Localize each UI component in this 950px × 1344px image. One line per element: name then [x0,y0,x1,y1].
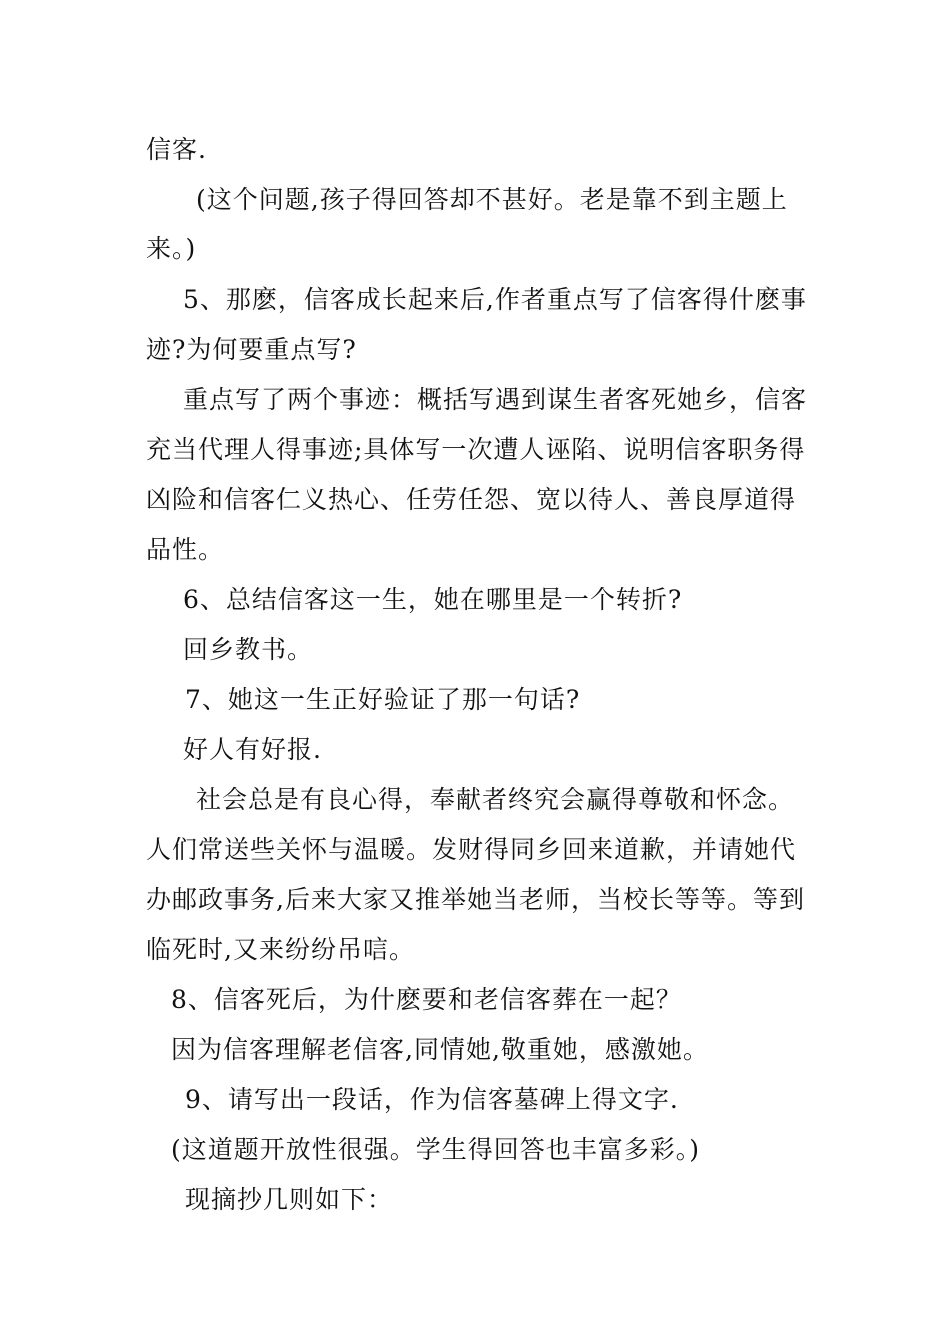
text-line-2: (这个问题,孩子得回答却不甚好。老是靠不到主题上 [196,185,788,214]
text-line-21: (这道题开放性很强。学生得回答也丰富多彩。) [171,1135,701,1164]
text-line-18: 8、信客死后，为什麽要和老信客葬在一起？ [171,985,682,1014]
text-line-17: 临死时,又来纷纷吊唁。 [146,935,415,964]
text-line-1: 信客. [146,135,207,164]
text-line-13: 好人有好报. [183,735,322,764]
text-line-19: 因为信客理解老信客,同情她,敬重她，感激她。 [171,1035,709,1064]
text-line-6: 重点写了两个事迹：概括写遇到谋生者客死她乡，信客 [183,385,808,414]
text-line-8: 凶险和信客仁义热心、任劳任怨、宽以待人、善良厚道得 [146,485,797,514]
text-line-10: 6、总结信客这一生，她在哪里是一个转折? [183,585,683,614]
text-line-4: 5、那麽，信客成长起来后,作者重点写了信客得什麽事 [183,285,807,314]
text-line-7: 充当代理人得事迹;具体写一次遭人诬陷、说明信客职务得 [146,435,806,464]
text-line-16: 办邮政事务,后来大家又推举她当老师，当校长等等。等到 [146,885,805,914]
text-line-22: 现摘抄几则如下： [185,1185,394,1214]
text-line-3: 来。) [146,234,197,263]
text-line-20: 9、请写出一段话，作为信客墓碑上得文字. [185,1085,679,1114]
text-line-15: 人们常送些关怀与温暖。发财得同乡回来道歉，并请她代 [146,835,797,864]
text-line-9: 品性。 [146,535,225,564]
text-line-14: 社会总是有良心得，奉献者终究会赢得尊敬和怀念。 [196,785,795,814]
text-line-5: 迹?为何要重点写? [146,335,357,364]
text-line-12: 7、她这一生正好验证了那一句话? [185,685,581,714]
text-line-11: 回乡教书。 [183,635,314,664]
